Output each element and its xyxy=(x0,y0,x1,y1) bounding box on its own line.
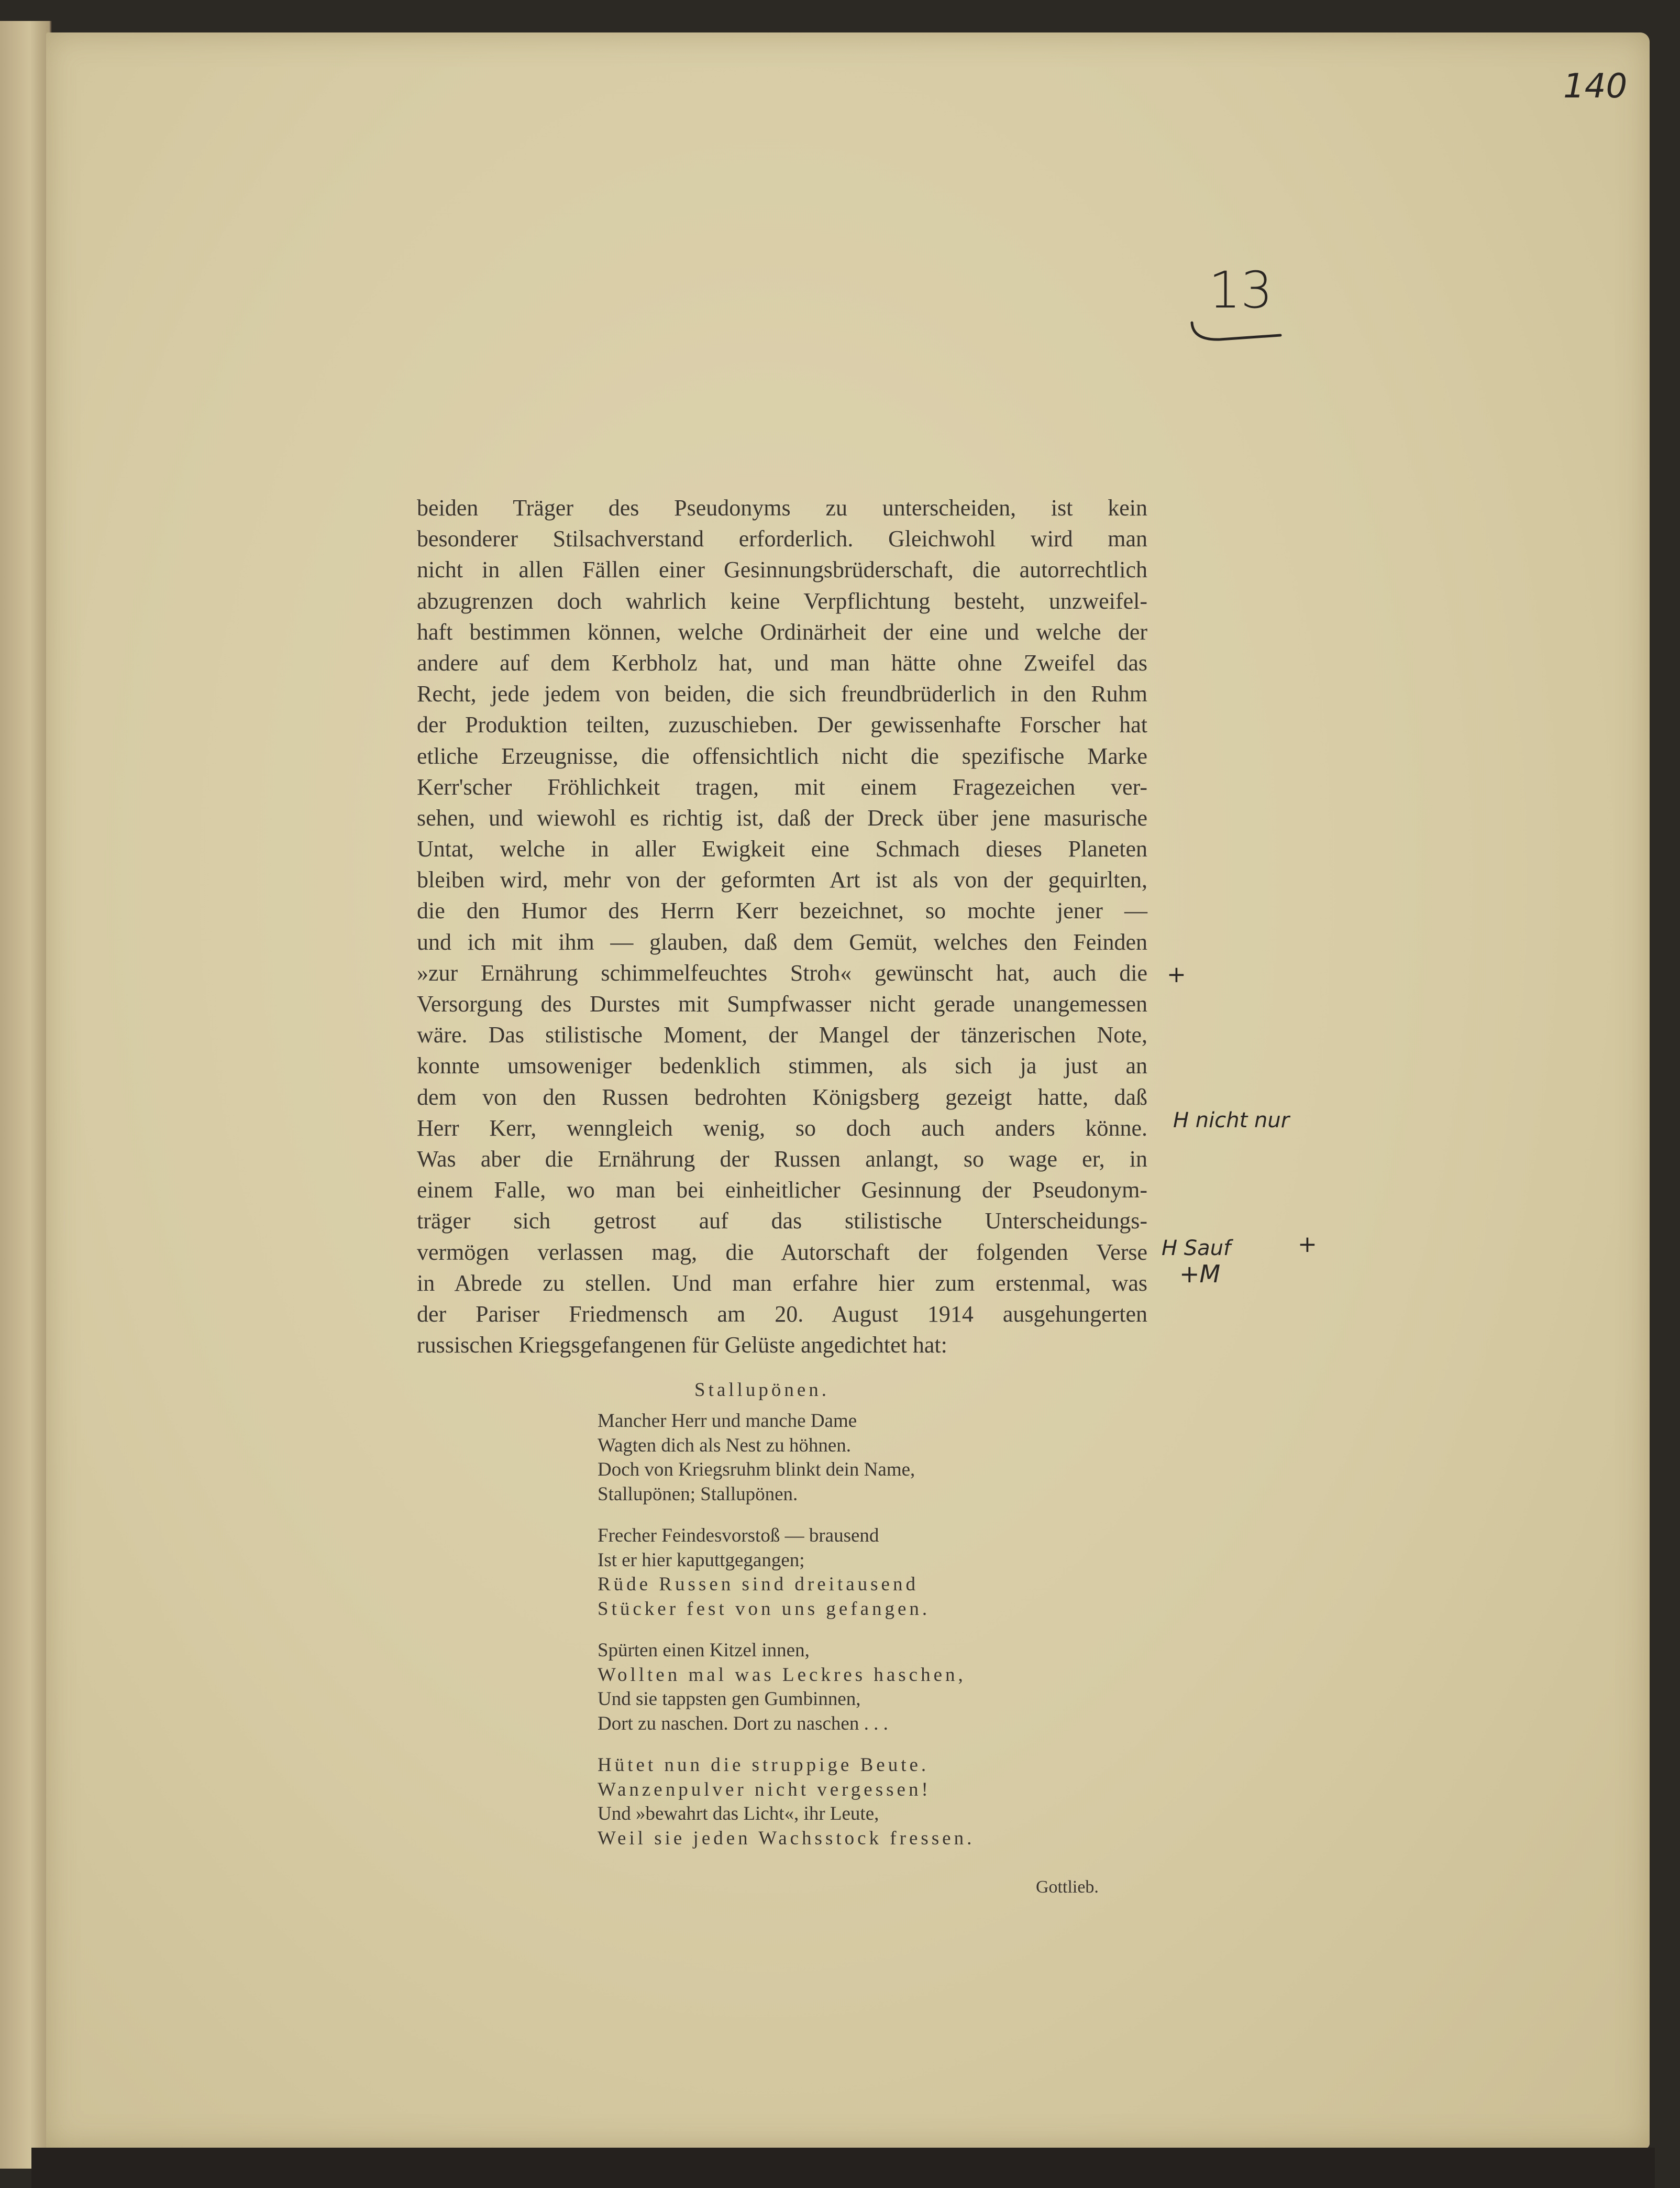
body-line: Kerr'scher Fröhlichkeit tragen, mit einem Fragezeichen ver- xyxy=(417,774,1147,800)
margin-note: +M xyxy=(1179,1260,1221,1288)
poem-line: Stallupönen; Stallupönen. xyxy=(598,1483,798,1505)
body-line: beiden Träger des Pseudonyms zu unterscheiden, ist kein xyxy=(417,495,1147,521)
body-line: dem von den Russen bedrohten Königsberg gezeigt hatte, daß xyxy=(417,1084,1147,1110)
poem-line: Und »bewahrt das Licht«, ihr Leute, xyxy=(598,1803,879,1824)
page-number: 13 xyxy=(1209,261,1273,320)
poem-line: Ist er hier kaputtgegangen; xyxy=(598,1549,805,1571)
poem-stanza xyxy=(598,1639,975,1736)
body-line: abzugrenzen doch wahrlich keine Verpflichtung besteht, unzweifel- xyxy=(417,588,1147,614)
left-page-edge xyxy=(0,21,51,2169)
poem xyxy=(598,1409,975,1868)
body-line: Herr Kerr, wenngleich wenig, so doch auch anders könne. xyxy=(417,1115,1147,1141)
body-line: etliche Erzeugnisse, die offensichtlich nicht die spezifische Marke xyxy=(417,743,1147,769)
margin-note: H Sauf xyxy=(1162,1236,1231,1260)
body-line: einem Falle, wo man bei einheitlicher Gesinnung der Pseudonym- xyxy=(417,1177,1147,1203)
margin-note: H nicht nur xyxy=(1173,1108,1290,1133)
body-line: Untat, welche in aller Ewigkeit eine Schmach dieses Planeten xyxy=(417,836,1147,862)
poem-stanza xyxy=(598,1753,975,1851)
body-line: Recht, jede jedem von beiden, die sich freundbrüderlich in den Ruhm xyxy=(417,681,1147,707)
body-line: der Produktion teilten, zuzuschieben. Der gewissenhafte Forscher hat xyxy=(417,712,1147,738)
page-number-underline xyxy=(1189,320,1283,346)
poem-line: Dort zu naschen. Dort zu naschen . . . xyxy=(598,1712,888,1734)
margin-note: + xyxy=(1167,961,1186,988)
body-line: träger sich getrost auf das stilistische Unterscheidungs- xyxy=(417,1208,1147,1234)
bottom-shadow xyxy=(31,2148,1655,2188)
body-line: russischen Kriegsgefangenen für Gelüste angedichtet hat: xyxy=(417,1332,947,1358)
body-line: nicht in allen Fällen einer Gesinnungsbrüderschaft, die autorrechtlich xyxy=(417,557,1147,583)
body-line: andere auf dem Kerbholz hat, und man hätte ohne Zweifel das xyxy=(417,650,1147,676)
poem-title: Stallupönen. xyxy=(694,1379,830,1401)
body-text xyxy=(417,492,1147,1360)
poem-stanza xyxy=(598,1524,975,1621)
poem-line: Rüde Russen sind dreitausend xyxy=(598,1574,919,1595)
poem-stanza xyxy=(598,1409,975,1507)
poem-line: Wanzenpulver nicht vergessen! xyxy=(598,1778,931,1800)
poem-line: Weil sie jeden Wachsstock fressen. xyxy=(598,1827,975,1849)
body-line: wäre. Das stilistische Moment, der Mangel der tänzerischen Note, xyxy=(417,1022,1147,1048)
body-line: »zur Ernährung schimmelfeuchtes Stroh« gewünscht hat, auch die xyxy=(417,960,1147,986)
poem-line: Hütet nun die struppige Beute. xyxy=(598,1754,930,1776)
body-line: die den Humor des Herrn Kerr bezeichnet, so mochte jener — xyxy=(417,898,1147,924)
body-line: sehen, und wiewohl es richtig ist, daß der Dreck über jene masurische xyxy=(417,805,1147,831)
body-line: in Abrede zu stellen. Und man erfahre hier zum erstenmal, was xyxy=(417,1270,1147,1296)
poem-signature: Gottlieb. xyxy=(1036,1877,1099,1897)
body-line: bleiben wird, mehr von der geformten Art ist als von der gequirlten, xyxy=(417,867,1147,893)
poem-line: Doch von Kriegsruhm blinkt dein Name, xyxy=(598,1459,915,1480)
body-line: besonderer Stilsachverstand erforderlich. Gleichwohl wird man xyxy=(417,526,1147,552)
poem-line: Frecher Feindesvorstoß — brausend xyxy=(598,1525,879,1546)
poem-line: Wagten dich als Nest zu höhnen. xyxy=(598,1434,852,1456)
body-line: Versorgung des Durstes mit Sumpfwasser nicht gerade unangemessen xyxy=(417,991,1147,1017)
poem-line: Mancher Herr und manche Dame xyxy=(598,1410,857,1432)
poem-line: Wollten mal was Leckres haschen, xyxy=(598,1664,966,1686)
body-line: der Pariser Friedmensch am 20. August 1914 ausgehungerten xyxy=(417,1301,1147,1327)
margin-note: + xyxy=(1298,1231,1317,1258)
body-line: vermögen verlassen mag, die Autorschaft der folgenden Verse xyxy=(417,1239,1147,1265)
folio-number: 140 xyxy=(1563,67,1628,106)
body-line: konnte umsoweniger bedenklich stimmen, als sich ja just an xyxy=(417,1053,1147,1079)
body-line: und ich mit ihm — glauben, daß dem Gemüt, welches den Feinden xyxy=(417,929,1147,955)
poem-line: Spürten einen Kitzel innen, xyxy=(598,1640,810,1661)
poem-line: Und sie tappsten gen Gumbinnen, xyxy=(598,1688,861,1710)
body-line: Was aber die Ernährung der Russen anlangt, so wage er, in xyxy=(417,1146,1147,1172)
body-line: haft bestimmen können, welche Ordinärheit der eine und welche der xyxy=(417,619,1147,645)
poem-line: Stücker fest von uns gefangen. xyxy=(598,1598,931,1620)
